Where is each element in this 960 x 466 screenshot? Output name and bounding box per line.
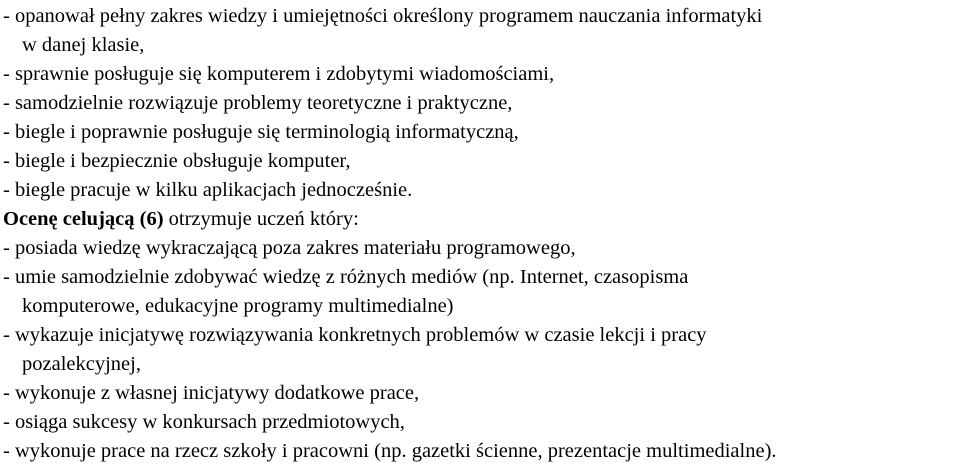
grade-heading	[0, 205, 960, 234]
list-item: - biegle pracuje w kilku aplikacjach jednocześnie.	[3, 179, 413, 201]
list-item: - wykazuje inicjatywę rozwiązywania konkretnych problemów w czasie lekcji i pracy	[3, 324, 707, 346]
list-item: - opanował pełny zakres wiedzy i umiejętności określony programem nauczania informatyki	[3, 5, 763, 27]
list-item: - wykonuje z własnej inicjatywy dodatkowe prace,	[3, 382, 420, 404]
list-item: - wykonuje prace na rzecz szkoły i pracowni (np. gazetki ścienne, prezentacje multimedialne).	[3, 440, 777, 462]
list-item: - osiąga sukcesy w konkursach przedmiotowych,	[3, 411, 405, 433]
list-item: - biegle i poprawnie posługuje się terminologią informatyczną,	[3, 121, 519, 143]
list-item: - sprawnie posługuje się komputerem i zdobytymi wiadomościami,	[3, 63, 555, 85]
list-item: - samodzielnie rozwiązuje problemy teoretyczne i praktyczne,	[3, 92, 513, 114]
list-item: - biegle i bezpiecznie obsługuje komputer,	[3, 150, 351, 172]
list-item: - posiada wiedzę wykraczającą poza zakres materiału programowego,	[3, 237, 576, 259]
list-item-continuation: w danej klasie,	[22, 34, 145, 56]
list-item-continuation: komputerowe, edukacyjne programy multimedialne)	[22, 295, 454, 317]
list-item: - umie samodzielnie zdobywać wiedzę z różnych mediów (np. Internet, czasopisma	[3, 266, 689, 288]
grade-heading-text: otrzymuje uczeń który:	[163, 208, 359, 230]
list-item-continuation: pozalekcyjnej,	[22, 353, 141, 375]
grade-heading-bold: Ocenę celującą (6)	[3, 208, 164, 230]
